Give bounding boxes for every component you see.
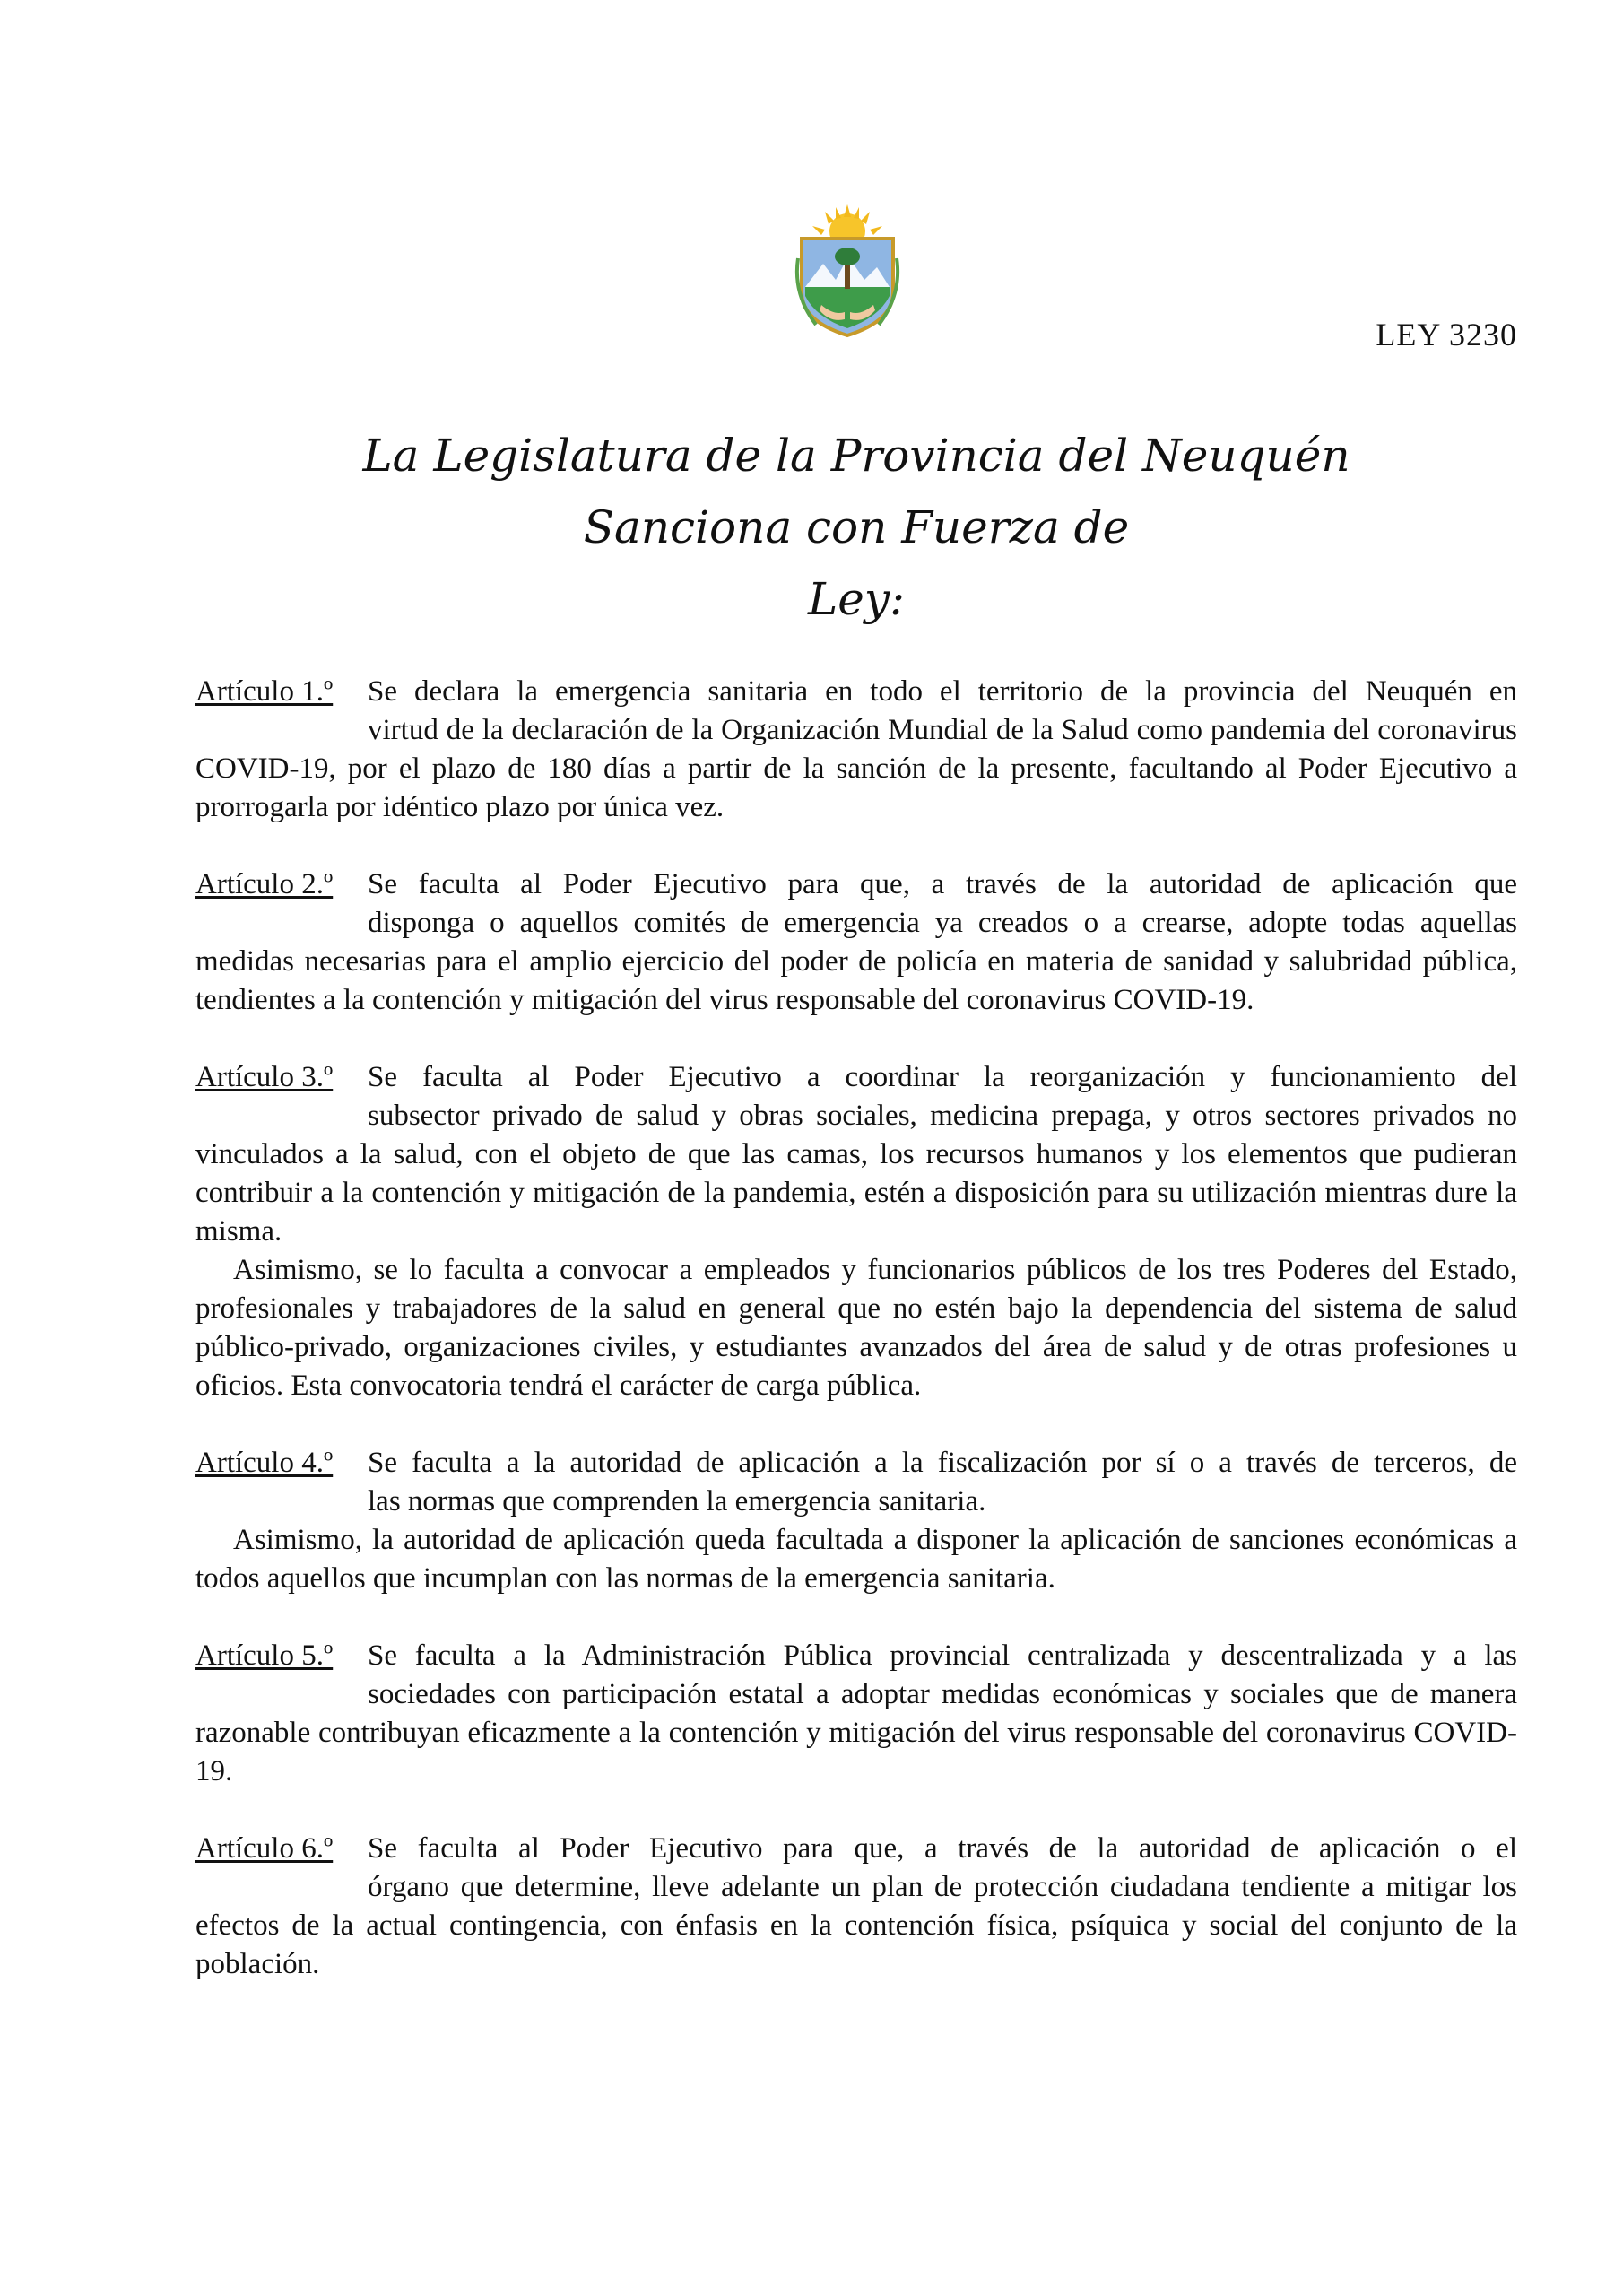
article-first-line: Se faculta al Poder Ejecutivo para que, a través de la autoridad de aplicación o el: [368, 1832, 1517, 1865]
enacting-line-3: Ley:: [808, 573, 905, 625]
article-4: [195, 1444, 1517, 1598]
article-text: las normas que comprenden la emergencia sanitaria.: [368, 1485, 986, 1518]
enacting-line-2: Sanciona con Fuerza de: [583, 501, 1130, 553]
article-1: [195, 673, 1517, 827]
article-label: Artículo 2.º: [195, 868, 334, 900]
article-label: Artículo 6.º: [195, 1832, 334, 1865]
province-crest-icon: [789, 204, 906, 339]
article-label: Artículo 1.º: [195, 675, 334, 708]
article-paragraph: Asimismo, se lo faculta a convocar a empleados y funcionarios públicos de los tres Poderes del Estado, profesionales y trabajadores de la salud en general que no estén bajo la dependencia del sistema de salud público-privado, organizaciones civiles, y estudiantes avanzados del área de salud y de otras profesiones u oficios. Esta convocatoria tendrá el carácter de carga pública.: [195, 1254, 1517, 1402]
article-label: Artículo 5.º: [195, 1639, 334, 1672]
article-5: [195, 1637, 1517, 1791]
article-6: [195, 1830, 1517, 1984]
article-first-line: Se declara la emergencia sanitaria en todo el territorio de la provincia del Neuquén en: [368, 675, 1517, 708]
article-first-line: Se faculta al Poder Ejecutivo para que, a través de la autoridad de aplicación que: [368, 868, 1517, 900]
enacting-clause: [179, 420, 1533, 635]
article-first-line: Se faculta a la autoridad de aplicación a la fiscalización por sí o a través de terceros, de: [368, 1447, 1517, 1479]
law-number: LEY 3230: [1376, 317, 1517, 352]
enacting-line-1: La Legislatura de la Provincia del Neuquén: [362, 430, 1350, 482]
article-label: Artículo 3.º: [195, 1061, 334, 1093]
article-paragraph: Asimismo, la autoridad de aplicación queda facultada a disponer la aplicación de sanciones económicas a todos aquellos que incumplan con las normas de la emergencia sanitaria.: [195, 1524, 1517, 1595]
article-text: subsector privado de salud y obras sociales, medicina prepaga, y otros sectores privados no vinculados a la salud, con el objeto de que las camas, los recursos humanos y los elementos que pudieran contribuir a la contención y mitigación de la pandemia, estén a disposición para su utilización mientras dure la misma.: [195, 1100, 1517, 1248]
article-first-line: Se faculta a la Administración Pública provincial centralizada y descentralizada y a las: [368, 1639, 1517, 1672]
article-text: órgano que determine, lleve adelante un plan de protección ciudadana tendiente a mitigar los efectos de la actual contingencia, con énfasis en la contención física, psíquica y social del conjunto de la población.: [195, 1871, 1517, 1980]
articles-body: [195, 673, 1517, 2022]
article-first-line: Se faculta al Poder Ejecutivo a coordinar la reorganización y funcionamiento del: [368, 1061, 1517, 1093]
article-text: sociedades con participación estatal a adoptar medidas económicas y sociales que de manera razonable contribuyan eficazmente a la contención y mitigación del virus responsable del coronavirus COVID-19.: [195, 1678, 1517, 1787]
article-3: [195, 1058, 1517, 1405]
article-2: [195, 865, 1517, 1020]
article-text: disponga o aquellos comités de emergencia ya creados o a crearse, adopte todas aquellas medidas necesarias para el amplio ejercicio del poder de policía en materia de sanidad y salubridad pública, tendientes a la contención y mitigación del virus responsable del coronavirus COVID-19.: [195, 907, 1517, 1016]
article-label: Artículo 4.º: [195, 1447, 334, 1479]
article-text: virtud de la declaración de la Organización Mundial de la Salud como pandemia del coronavirus COVID-19, por el plazo de 180 días a partir de la sanción de la presente, facultando al Poder Ejecutivo a prorrogarla por idéntico plazo por única vez.: [195, 714, 1517, 823]
